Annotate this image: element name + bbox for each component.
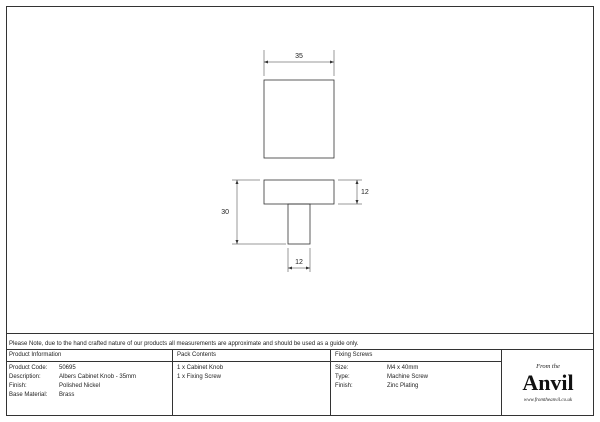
stem-dimension-label: 12 bbox=[295, 259, 303, 266]
disclaimer-note: Please Note, due to the hand crafted nature of our products all measurements are approximate and should be used as a guide only. bbox=[9, 341, 359, 347]
row-value: 50695 bbox=[59, 365, 76, 371]
column-divider bbox=[172, 349, 173, 416]
height-dimension-label: 30 bbox=[221, 209, 229, 216]
divider bbox=[6, 333, 594, 334]
logo-url: www.fromtheanvil.co.uk bbox=[523, 398, 573, 403]
logo-from-the: From the bbox=[536, 363, 560, 370]
divider bbox=[6, 349, 594, 350]
row-value: Albers Cabinet Knob - 35mm bbox=[59, 374, 137, 380]
top-view-square bbox=[264, 80, 334, 158]
list-item: 1 x Cabinet Knob bbox=[177, 365, 224, 371]
row-label: Base Material: bbox=[9, 392, 48, 398]
head-dimension-label: 12 bbox=[361, 189, 369, 196]
row-value: Polished Nickel bbox=[59, 383, 101, 389]
row-label: Type: bbox=[335, 374, 350, 380]
divider bbox=[6, 361, 501, 362]
row-label: Finish: bbox=[9, 383, 27, 389]
row-label: Finish: bbox=[335, 383, 353, 389]
side-view-head bbox=[264, 180, 334, 204]
row-value: Brass bbox=[59, 392, 75, 398]
product-info-title: Product Information bbox=[9, 352, 62, 358]
side-view-stem bbox=[288, 204, 310, 244]
row-label: Product Code: bbox=[9, 365, 48, 371]
column-divider bbox=[501, 349, 502, 416]
row-value: M4 x 40mm bbox=[387, 365, 419, 371]
fixing-screws-title: Fixing Screws bbox=[335, 352, 373, 358]
from-the-anvil-logo bbox=[505, 358, 591, 410]
row-value: Zinc Plating bbox=[387, 383, 419, 389]
pack-contents-title: Pack Contents bbox=[177, 352, 217, 358]
logo-brand: Anvil bbox=[522, 370, 574, 395]
row-value: Machine Screw bbox=[387, 374, 429, 380]
width-dimension-label: 35 bbox=[295, 53, 303, 60]
list-item: 1 x Fixing Screw bbox=[177, 374, 222, 380]
row-label: Description: bbox=[9, 374, 41, 380]
row-label: Size: bbox=[335, 365, 349, 371]
column-divider bbox=[330, 349, 331, 416]
